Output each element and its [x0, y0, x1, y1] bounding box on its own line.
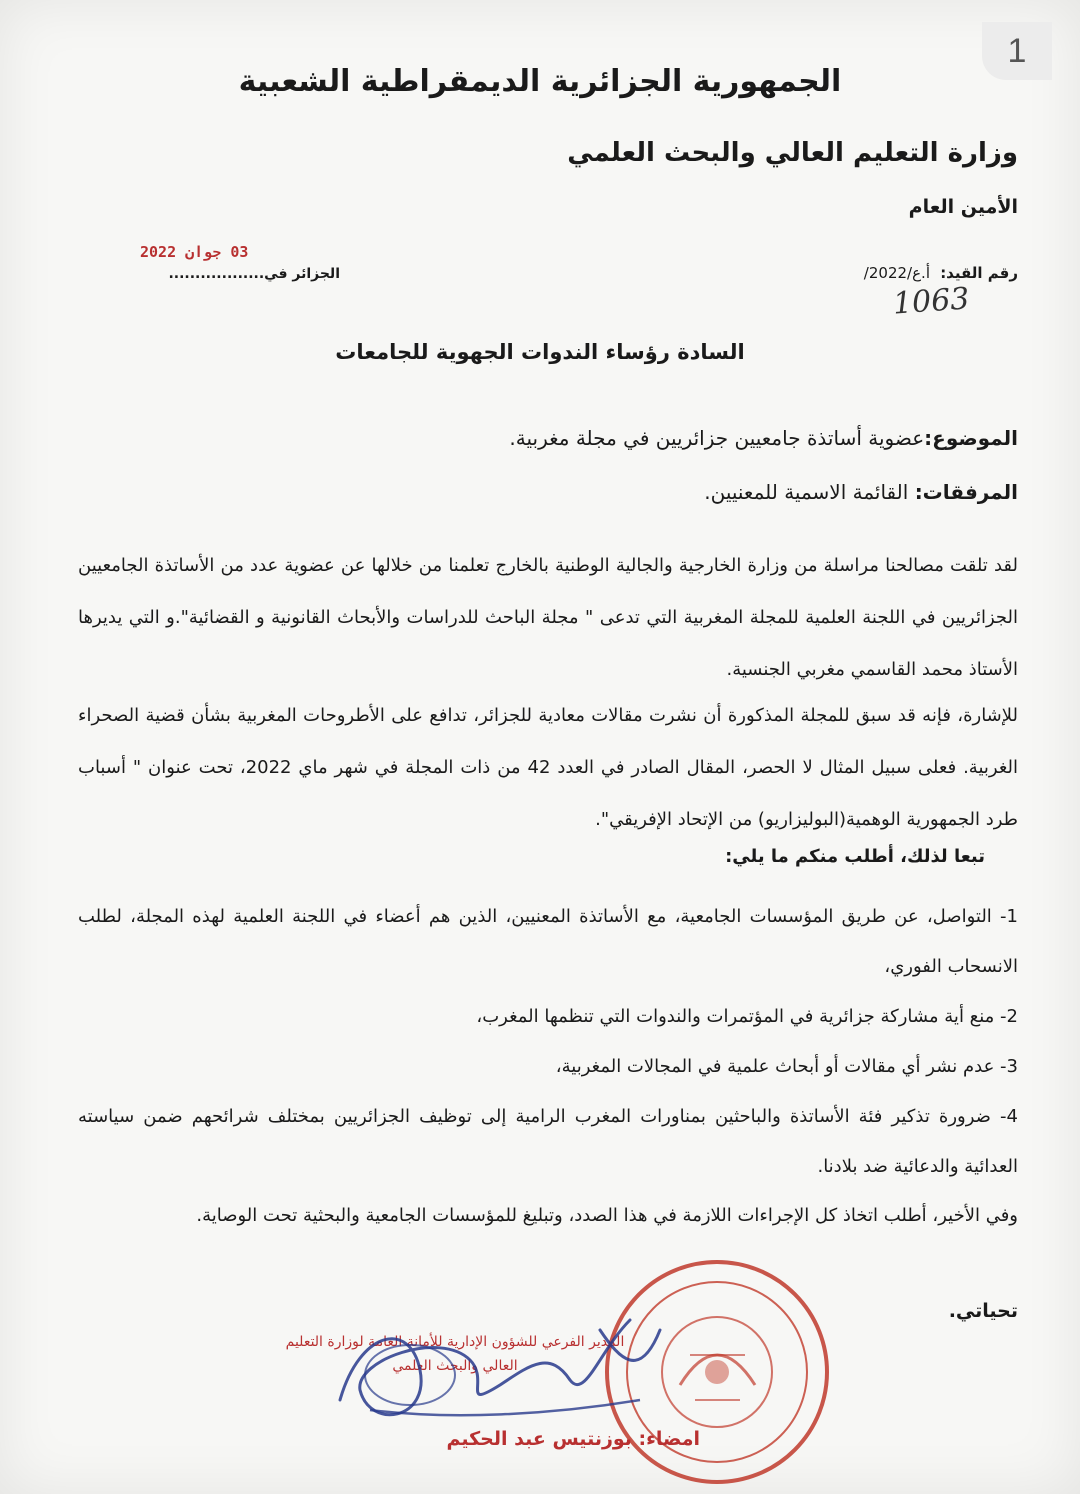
addressee: السادة رؤساء الندوات الجهوية للجامعات	[335, 340, 745, 364]
attachments-label: المرفقات:	[914, 480, 1018, 504]
office-heading: الأمين العام	[908, 196, 1018, 218]
handwritten-signature	[300, 1290, 680, 1440]
place-date-label: الجزائر في..................	[168, 266, 340, 282]
attachments-line	[704, 480, 1018, 504]
reference-label: رقم القيد:	[940, 264, 1018, 282]
subject-line	[509, 426, 1018, 450]
list-item: 1- التواصل، عن طريق المؤسسات الجامعية، مع الأساتذة المعنيين، الذين هم أعضاء في اللجنة العلمية لهذه المجلة، لطلب الانسحاب الفوري،	[78, 906, 1018, 977]
greeting: تحياتي.	[948, 1300, 1018, 1322]
signatory-name: امضاء: بوزنتيس عبد الحكيم	[446, 1428, 700, 1450]
page-number-badge: 1	[982, 22, 1052, 80]
list-item: 3- عدم نشر أي مقالات أو أبحاث علمية في المجالات المغربية،	[555, 1056, 1018, 1077]
list-item: 2- منع أية مشاركة جزائرية في المؤتمرات والندوات التي تنظمها المغرب،	[476, 1006, 1018, 1027]
signatory-department: المدير الفرعي للشؤون الإدارية للأمانة العامة لوزارة التعليم العالي والبحث العلمي	[285, 1334, 625, 1374]
subject-label: الموضوع:	[924, 426, 1018, 450]
reference-value: /أ.ع/2022	[863, 264, 930, 282]
closing-paragraph: وفي الأخير، أطلب اتخاذ كل الإجراءات اللازمة في هذا الصدد، وتبليغ للمؤسسات الجامعية والبحثية تحت الوصاية.	[196, 1205, 1018, 1226]
list-item: 4- ضرورة تذكير فئة الأساتذة والباحثين بمناورات المغرب الرامية إلى توظيف الجزائريين بمختلف شرائحهم ضمن سياسته العدائية والدعائية ضد بلادنا.	[78, 1106, 1018, 1177]
request-list	[78, 892, 1018, 1192]
date-stamp: 03 جوان 2022	[140, 243, 249, 261]
republic-heading: الجمهورية الجزائرية الديمقراطية الشعبية	[238, 64, 842, 99]
body-paragraph-2: للإشارة، فإنه قد سبق للمجلة المذكورة أن نشرت مقالات معادية للجزائر، تدافع على الأطروحات المغربية بشأن قضية الصحراء الغربية. فعلى سبيل المثال لا الحصر، المقال الصادر في العدد 42 من ذات المجلة في شهر ماي 2022، تحت عنوان " أسباب طرد الجمهورية الوهمية(البوليزاريو) من الإتحاد الإفريقي".	[78, 705, 1018, 830]
handwritten-reference-number: 1063	[891, 281, 971, 322]
body-paragraph-1: لقد تلقت مصالحنا مراسلة من وزارة الخارجية والجالية الوطنية بالخارج تعلمنا من خلالها عن عضوية عدد من الأساتذة الجامعيين الجزائريين في اللجنة العلمية للمجلة المغربية التي تدعى " مجلة الباحث للدراسات والأبحاث القانونية و القضائية".و التي يديرها الأستاذ محمد القاسمي مغربي الجنسية.	[78, 555, 1018, 680]
ministry-heading: وزارة التعليم العالي والبحث العلمي	[567, 138, 1018, 168]
attachments-text: القائمة الاسمية للمعنيين.	[704, 480, 915, 504]
request-lead: تبعا لذلك، أطلب منكم ما يلي:	[725, 846, 985, 867]
subject-text: عضوية أساتذة جامعيين جزائريين في مجلة مغربية.	[509, 426, 925, 450]
